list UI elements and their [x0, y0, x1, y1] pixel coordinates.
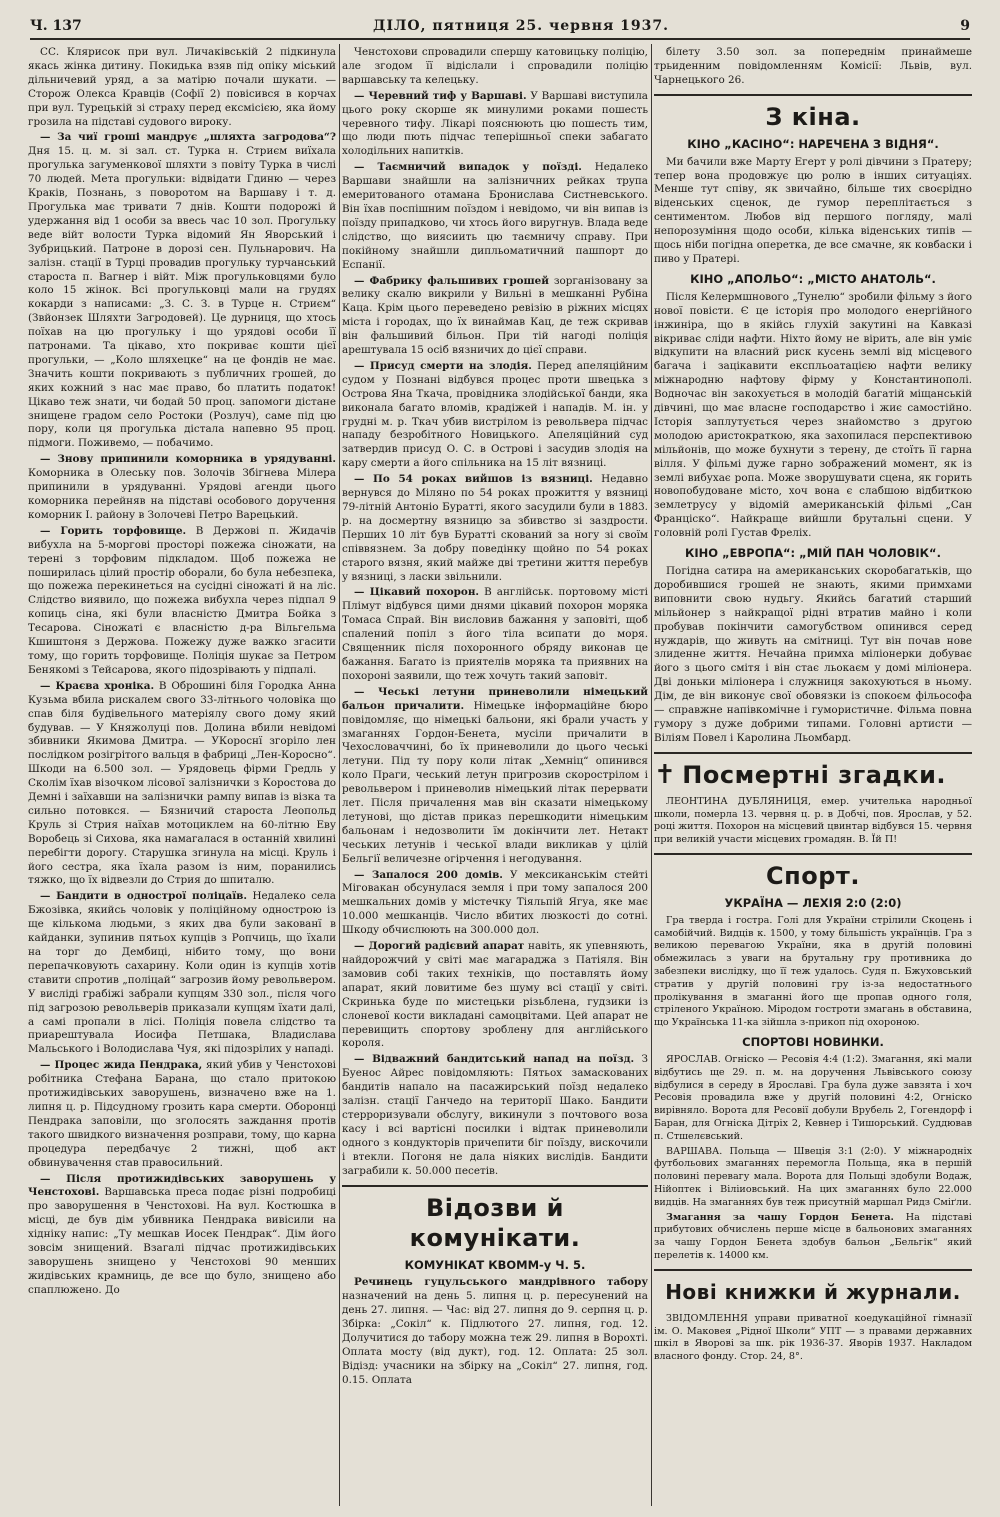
- review-text: Після Келермшнового „Тунелю“ зробили фільму з його нової повісти. Є це історія про молодого енергійного інжиніра, що в якійсь глухій закутині на Кавказі вікриває сліди нафти. Ніхто йому не вірить, але він уміє відкупити на власний риск кусень землі від місцевого багача і зацікавити експльоатацією нафти велику міжнародню нафтову фірму у Константинополі. Водночас він закохується в молодій багатій міщанській дівчині, що має власне господарство і жиє самостійно. Історія заплутується через знайомство з другою молодою аристократкою, яка захопилася перспективою мільйонів, що може бухнути з терену, де стоїть її гарна вілля. У фільмі дуже гарно зображений момент, як із землі вибухає ропа. Може зворушувати сцена, як горить новопобудоване місто, хоч вона є слабшою відбиткою землетрусу у відомій американській фільмі „Сан Франціско“. Найкраще вийшли брутальні сцени. У головній ролі Густав Фреліх.: [654, 290, 972, 540]
- news-item: [342, 275, 648, 358]
- column-2: [342, 46, 648, 1506]
- news-text: Недавно вернувся до Міляно по 54 роках прожиття у вязниці 79-літній Антоніо Буратті, якого засудили були в 1883. р. на досмертну вязницю за збивство зі заздрости. Перших 10 літ був Буратті скований за ногу зі своїм співвязнем. За добру поведінку щойно по 54 роках старого вязня, який майже дві третини життя перебув у вязниці, з ласки звільнили.: [342, 473, 648, 583]
- news-headline: — Цікавий похорон.: [354, 586, 480, 599]
- news-item: [342, 161, 648, 272]
- section-divider: [654, 94, 972, 96]
- news-text: Недалеко села Бжозівка, якийсь чоловік у поліційному однострою із ще кількома людьми, з яких два були закованї в кайданки, зупинив пятьох купців з Ропчиць, що їхали на торг до Дембиці, нібито тому, що вони перепачковують сахарину. Коли один із купців хотів ставити спротив „поліцай“ загрозив йому револьвером. У висліді грабіжі забрали купцям 330 зол., після чого під загрозою револьверів приказали купцям їхати далі, а самі пропали в лісі. Поліція повела слідство та приарештувала Иосифа Петшака, Владислава Мальського і Володислава Чуя, які підозрілих у нападі.: [28, 890, 336, 1056]
- sport-news-title: СПОРТОВІ НОВИНКИ.: [742, 1035, 884, 1050]
- news-item: [28, 890, 336, 1057]
- news-headline: — Знову припинили коморника в урядуванні.: [40, 453, 336, 466]
- news-text: Варшавська преса подає різні подробиці про заворушення в Ченстохові. На вул. Костюшка в місці, де був дім убивника Пендрака вивісили на хідніку напис: „Ту мешкав Иосек Пендрак“. Дім його зовсім знищений. Взагалі підчас протижидівських заворушень знищено у Ченстохові 90 менших жидівських крамниць, де все що було, знищено або спаплюжено. До: [28, 1186, 336, 1296]
- column-1: [28, 46, 336, 1506]
- sport-news-item: [654, 1212, 972, 1263]
- news-item: [342, 90, 648, 160]
- column-divider: [339, 44, 340, 1506]
- news-headline: — Присуд смерти на злодія.: [354, 359, 532, 372]
- match-title: УКРАЇНА — ЛЕХІЯ 2:0 (2:0): [724, 895, 902, 910]
- news-text: Дня 15. ц. м. зі зал. ст. Турка н. Стриєм виїхала прогулька загуменкової шляхти з повіту Турка в числі 70 людей. Мета прогульки: відвідати Гдиню — через Краків, Познань, з поворотом на Варшаву і т. д. Прогулька має тривати 7 днів. Кошти подорожі й удержання від 1 особи за ввесь час 10 зол. Прогульку веде війт волости Турка відомий Ян Яворський і Зубрицький. Патроне в дорозі сен. Пульнарович. На залізн. стації в Турці провадив прогульку турчанський староста п. Вагнер і війт. Між прогульковцями було коло 15 жінок. Всі прогульковці мали на грудях кокарди з написами: „З. С. З. в Турце н. Стриєм“ (Звйонзек Шляхти Загродовей). Це дурниця, що хтось поїхав на цю прогульку і що урядові особи її патронами. Та цікаво, хто покриває кошти цієї прогульки, — „Коло шляхецке“ на це фондів не має. Значить кошти покривають з публичних грошей, до яких кожний з нас має право, бо платить податок! Цікаво теж знати, чи бодай 50 проц. запомоги дістане знищене градом село Ростоки (Розлуч), саме під цю пору, коли ця прогулька дістала напевно 95 проц. підмоги. Поживемо, — побачимо.: [28, 145, 336, 450]
- column-3: [654, 46, 972, 1506]
- cross-icon: ✝: [654, 759, 677, 790]
- news-text: На підставі прибутових обчислень перше місце в бальонових змаганнях за чашу Гордон Бенета здобув бальон „Бельгік“ який перелетів к. 14000 км.: [654, 1211, 972, 1261]
- news-headline: — Краєва хроніка.: [40, 679, 155, 692]
- news-item: [342, 686, 648, 867]
- obituary-text: ЛЕОНТИНА ДУБЛЯНИЦЯ, емер. учителька народньої школи, померла 13. червня ц. р. в Добчі, пов. Ярослав, у 52. році життя. Похорон на місцевий цвинтар відбувся 15. червня при великій участи місцевих громадян. В. Їй П!: [654, 795, 972, 846]
- news-text: Недалеко Варшави знайшли на залізничних рейках трупа емеритованого отамана Бронислава Систневського. Він їхав поспішним поїздом і невідомо, чи він випав із поїзду припадково, чи хтось його виругнув. Влада веде слідство, що виясиить цю таємничу справу. При покійному знайшли дипльоматичний пашпорт до Еспанії.: [342, 161, 648, 271]
- review-title: КІНО „КАСІНО“: НАРЕЧЕНА З ВІДНЯ“.: [687, 136, 939, 151]
- news-headline: — По 54 роках вийшов із вязниці.: [354, 473, 593, 486]
- section-divider: [654, 1269, 972, 1271]
- news-headline: — Фабрику фальшивих грошей: [354, 274, 549, 287]
- news-text: Перед апеляційним судом у Познані відбувся процес проти швецька з Острова Яна Ткача, провідника злодійської банди, яка виконала багато вломів, крадіжей і нападів. М. ін. у грудні м. р. Ткач убив вистрілом із револьвера підчас нападу безробітного Новицького. Апеляційний суд затвердив присуд О. С. в Острові і засудив злодія на кару смерти а його спільника на 15 літ вязниці.: [342, 359, 648, 470]
- review-title: КІНО „АПОЛЬО“: „МІСТО АНАТОЛЬ“.: [690, 271, 936, 286]
- news-item: СС. Клярисок при вул. Личаківській 2 підкинула якась жінка дитину. Покидька взяв під опіку міський дільничевий уряд, а за матірю почали шукати. — Сторож Олекса Кравців (Софії 2) повісився в корчах при вул. Турецькій зі страху перед ексмісією, яка йому грозила на підставі судового вироку.: [28, 46, 336, 128]
- news-headline: Речинець гуцульського мандрівного табору: [354, 1276, 648, 1289]
- section-divider: [342, 1185, 648, 1187]
- news-text: З Буенос Айрес повідомляють: Пятьох замаскованих бандитів напало на пасажирський поїзд недалеко залізн. стації Ганчедо на території Шако. Бандити стерроризували обслугу, викинули з почтового воза касу і всі вартісні посилки і відтак приневолили одного з кондукторів причепити біг поїзду, вискочили і втекли. Погоня не дала ніяких вислідів. Бандити заграбили к. 50.000 песетів.: [342, 1053, 648, 1177]
- section-title-cinema: З кіна.: [765, 102, 861, 131]
- page-header: [30, 14, 970, 40]
- news-text: Коморника в Олеську пов. Золочів Збігнева Мілера припинили в урядуванні. Урядові агенди цього коморника перейняв на підставі особового доручення коморник I. району в Золочеві Петро Варецький.: [28, 467, 336, 521]
- news-item: білету 3.50 зол. за попереднім принаймеше трьиденним повідомленням Комісії: Львів, вул. Чарнецького 26.: [654, 46, 972, 86]
- news-text: В англійськ. портовому місті Плімут відбувся цими днями цікавий похорон моряка Томаса Спрай. Він висловив бажання у заповіті, щоб спалений попіл з його тіла всипати до моря. Священник після похоронного обряду виконав це бажання. Багато із приятелів моряка та приявних на похороні заявили, що теж хочуть такий заповіт.: [342, 586, 648, 682]
- section-divider: [654, 853, 972, 855]
- section-title-sport: Спорт.: [766, 861, 860, 890]
- news-headline: — Таємничий випадок у поїзді.: [354, 161, 582, 174]
- review-text: Погідна сатира на американських скоробагатьків, що доробившися грошей не знають, якими примхами виповнити свою нудьгу. Якийсь багатий старший мільйонер з найкращої рідні втратив майно і коли пробував покінчити самогубством опинився серед нуждарів, що живуть на смітниці. Тут він почав нове злиденне життя. Нечайна примха міліонерки добуває його з цього смітя і він стає льокаєм у домі міліонера. Дві доньки міліонера і служниця закохуються в ньому. Дім, де він виконує свої обовязки із спокоєм фільософа — справжне напівкомічне і гумористичне. Фільма повна гумору з дуже добрими типами. Головні артисти — Віліям Повел і Каролина Льомбард.: [654, 565, 972, 744]
- sport-news-item: ЯРОСЛАВ. Огніско — Ресовія 4:4 (1:2). Змагання, які мали відбутись ще 29. п. м. на доручення Львівського союзу відбулися в середу в Ярославі. Гра була дуже завзята і хоч Ресовія провадила вже у другій половині 4:2, Огніско вирівняло. Ворота для Ресовії добули Врубель 2, Гогендорф і Баран, для Огніска Дітріх 2, Кевнер і Тишорський. Суддював п. Стшелєвський.: [654, 1053, 972, 1142]
- column-divider: [651, 44, 652, 1506]
- news-headline: — Процес жида Пендрака,: [40, 1059, 203, 1072]
- news-headline: — Запалося 200 домів.: [354, 868, 503, 881]
- obituaries-heading: Посмертні згадки.: [682, 760, 947, 789]
- news-item: [28, 131, 336, 451]
- news-item: [28, 1059, 336, 1170]
- review-title: КІНО „ЕВРОПА“: „МІЙ ПАН ЧОЛОВІК“.: [685, 546, 941, 561]
- news-item: [28, 1173, 336, 1298]
- news-text: навіть, як упевняють, найдорожчий у світі має магараджа з Патіяля. Він замовив собі таких техніків, що поставлять йому апарат, який ловитиме без шуму всі стації у світі. Скринька буде по мистецьки різьблена, гудзики із слоневої кости викладані самоцвітами. Цей апарат не перевищить спортову зроблену для англійського короля.: [342, 940, 648, 1050]
- news-text: Німецьке інформаційне бюро повідомляє, що німецькі бальони, які брали участь у змаганнях Гордон-Бенета, мусіли причалити в Чехословаччині, бо їх приневолили до цього чеські летуни. Під ту пору коли літак „Хемніц“ опинився коло Праги, чеський летун пригрозив скорострілом і револьвером і приневолив німецький літак перервати лет. Після причалення мав він сказати німецькому летунові, що дістав приказ перешкодити німецьким бальонам і недозволити їм докінчити лет. Нетакт чеських летунів і чеської влади викликав у цілій Бельгії величезне огірчення і негодування.: [342, 699, 648, 865]
- news-headline: — Черевний тиф у Варшаві.: [354, 89, 527, 102]
- news-headline: — Дорогий радієвий апарат: [354, 940, 525, 953]
- section-title-obituaries: [654, 760, 972, 790]
- communique-title: КОМУНІКАТ КВОММ-у Ч. 5.: [404, 1257, 586, 1272]
- news-text: У Варшаві виступила цього року скорше як минулими роками пошесть черевного тифу. Лікарі пояснюють цю пошесть тим, що люди пють підчас теперішньої спеки забагато холодільних напитків.: [342, 89, 648, 158]
- section-title-communiques: Відозви й комунікати.: [409, 1193, 581, 1252]
- section-title-books: Нові книжки й журнали.: [665, 1279, 961, 1304]
- news-item: [342, 473, 648, 584]
- news-item: [342, 1276, 648, 1387]
- match-report: Гра тверда і гостра. Голі для України стрілили Скоцень і самобійчий. Видців к. 1500, у тому більшість українців. Гра з великою перевагою України, яка в другій половині обмежилась з уваги на брутальну гру противника до забезпеки вислідку, що її теж удалось. Судя п. Бжуховський стратив у другій половині гру із-за недостатнього пролікування в змаганні його ще пропав одного голя, стріленого Україною. Міродом гостроти змагань в обставина, що Українська 11-ка зійшла з-прикоп під охороною.: [654, 914, 972, 1029]
- news-item: [342, 869, 648, 939]
- issue-number: Ч. 137: [30, 18, 82, 34]
- books-text: ЗВІДОМЛЕННЯ управи приватної коедукаційної гімназії ім. О. Маковея „Рідної Школи“ УПТ — з правами державних шкіл в Яворові за шк. рік 1936-37. Яворів 1937. Накладом власного фонду. Стор. 24, 8°.: [654, 1312, 972, 1363]
- news-item: Ченстохови спровадили спершу катовицьку поліцію, але згодом її відіслали і спровадили поліцію варшавську та келецьку.: [342, 46, 648, 86]
- news-headline: — Бандити в однострої поліцаїв.: [40, 890, 247, 903]
- masthead-date: ДІЛО, пятниця 25. червня 1937.: [373, 18, 669, 34]
- news-headline: — Чеські летуни приневолили німецький бальон причалити.: [342, 685, 648, 712]
- news-item: [28, 525, 336, 678]
- review-text: Ми бачили вже Марту Егерт у ролі дівчини з Пратеру; тепер вона продовжує цю ролю в інших ситуаціях. Менше тут співу, як звичайно, більше тих своєрідно віденських сценок, де гумор переплітається з сентиментом. Любов від першого погляду, малі непорозуміння щодо особи, кілька віденських типів — щось ніби погідна оперетка, де все смачне, як ковбаски і пиво у Пратері.: [654, 155, 972, 265]
- news-text: зорганізовану за велику скалю викрили у Вильні в мешканні Рубіна Каца. Крім цього переведено ревізію в ріжних місцях міста і городах, що їх винаймав Кац, де теж скривав він фальшивий більон. При тій нагоді поліція арештувала 15 осіб вязничих до цієї справи.: [342, 274, 648, 357]
- news-item: [342, 940, 648, 1051]
- news-text: який убив у Ченстохові робітника Стефана Барана, що стало притокою протижидівських заворушень, визначено вже на 1. липня ц. р. Підсудному грозить кара смерти. Оборонці Пендрака заповіли, що зголосять заждання протів такого швидкого визначення розправи, тому, що карна процедура передбачує 2 тижні, щоб акт обвинувачення став правосильний.: [28, 1059, 336, 1169]
- news-text: У мексиканськім стейті Міговакан обсунулася земля і при тому запалося 200 мешкальних домів у містечку Тіяльпій Ягуа, яке має 10.000 мешканців. Число вбитих люзкості до сотні. Шкоду обчислюють на 300.000 дол.: [342, 868, 648, 937]
- news-item: [342, 360, 648, 471]
- news-text: В Оброшині біля Городка Анна Кузьма вбила рискалем свого 33-літнього чоловіка що спав біля будівельного матеріялу свого дому який будував. — У Княжолуці пов. Долина вбили невідомі збивники Якимова Дмитра. — УКороснї згоріло лен послідком розігрітого вальця в фабриці „Лен-Коросно“. Шкоди на 6.500 зол. — Урядовець фірми Гредль у Сколім їхав візочком лісової залізнички з Коростова до Демні і заїхавши на залізнички рампу випав із візка та сильно потовкся. — Бязничий староста Леопольд Круль зі Стрия наїхав мотоциклем на 60-літню Еву Воробець зі Сихова, яка намагалася в останній хвилині перебігти дорогу. Старушка згинула на місці. Круль і його сестра, яка їхала разом із ним, поранились тяжко, що їх відвезли до Стрия до шпиталю.: [28, 679, 336, 887]
- news-headline: — За чиї гроші мандрує „шляхта загродова“?: [40, 131, 336, 144]
- sport-news-item: ВАРШАВА. Польща — Швеція 3:1 (2:0). У міжнародніх футбольових змаганнях перемогла Польща, яка в першій половині перевагу мала. Ворота для Польщі здобули Водаж, Нійоптек і Віліиовський. На цих змаганнях було 22.000 видців. На змаганнях був теж присутній маршал Ридз Сміґли.: [654, 1145, 972, 1208]
- news-text: назначений на день 5. липня ц. р. пересунений на день 27. липня. — Час: від 27. липня до 9. серпня ц. р. Збірка: „Сокіл“ к. Підлютого 27. липня, год. 12. Долучитися до табору можна теж 29. липня в Ворохті. Оплата мосту (від дукт), год. 12. Оплата: 25 зол. Відізд: учасники на збірку на „Сокіл“ 27. липня, год. 0.15. Оплата: [342, 1290, 648, 1386]
- news-headline: — Після протижидівських заворушень у Ченстохові.: [28, 1172, 336, 1199]
- news-item: [342, 1053, 648, 1178]
- news-item: [28, 680, 336, 889]
- news-headline: Змагання за чашу Гордон Бенета.: [666, 1211, 894, 1223]
- news-text: В Держові п. Жидачів вибухла на 5-моргові просторі пожежа сіножати, на терені з торфовим підкладом. Щоб пожежа не поширилась цілий простір оборали, бо була небезпека, що пожежа перекинеться на сусідні сіножаті й на ліс. Слідство виявило, що пожежа вибухла через підпал 9 копиць сіна, які були власністю Дмитра Бойка з Тесарова. Сіножаті є власністю д-ра Вільгельма Кшиштоня з Держова. Пожежу дуже важко згасити тому, що горить торфовище. Поліція шукає за Петром Бенякомі з Тейсарова, якого підозрівають у підпалі.: [28, 524, 336, 676]
- news-item: [28, 453, 336, 523]
- news-headline: — Відважний бандитський напад на поїзд.: [354, 1053, 635, 1066]
- page-number: 9: [960, 18, 970, 34]
- section-divider: [654, 752, 972, 754]
- news-item: [342, 586, 648, 683]
- news-headline: — Горить торфовище.: [40, 524, 187, 537]
